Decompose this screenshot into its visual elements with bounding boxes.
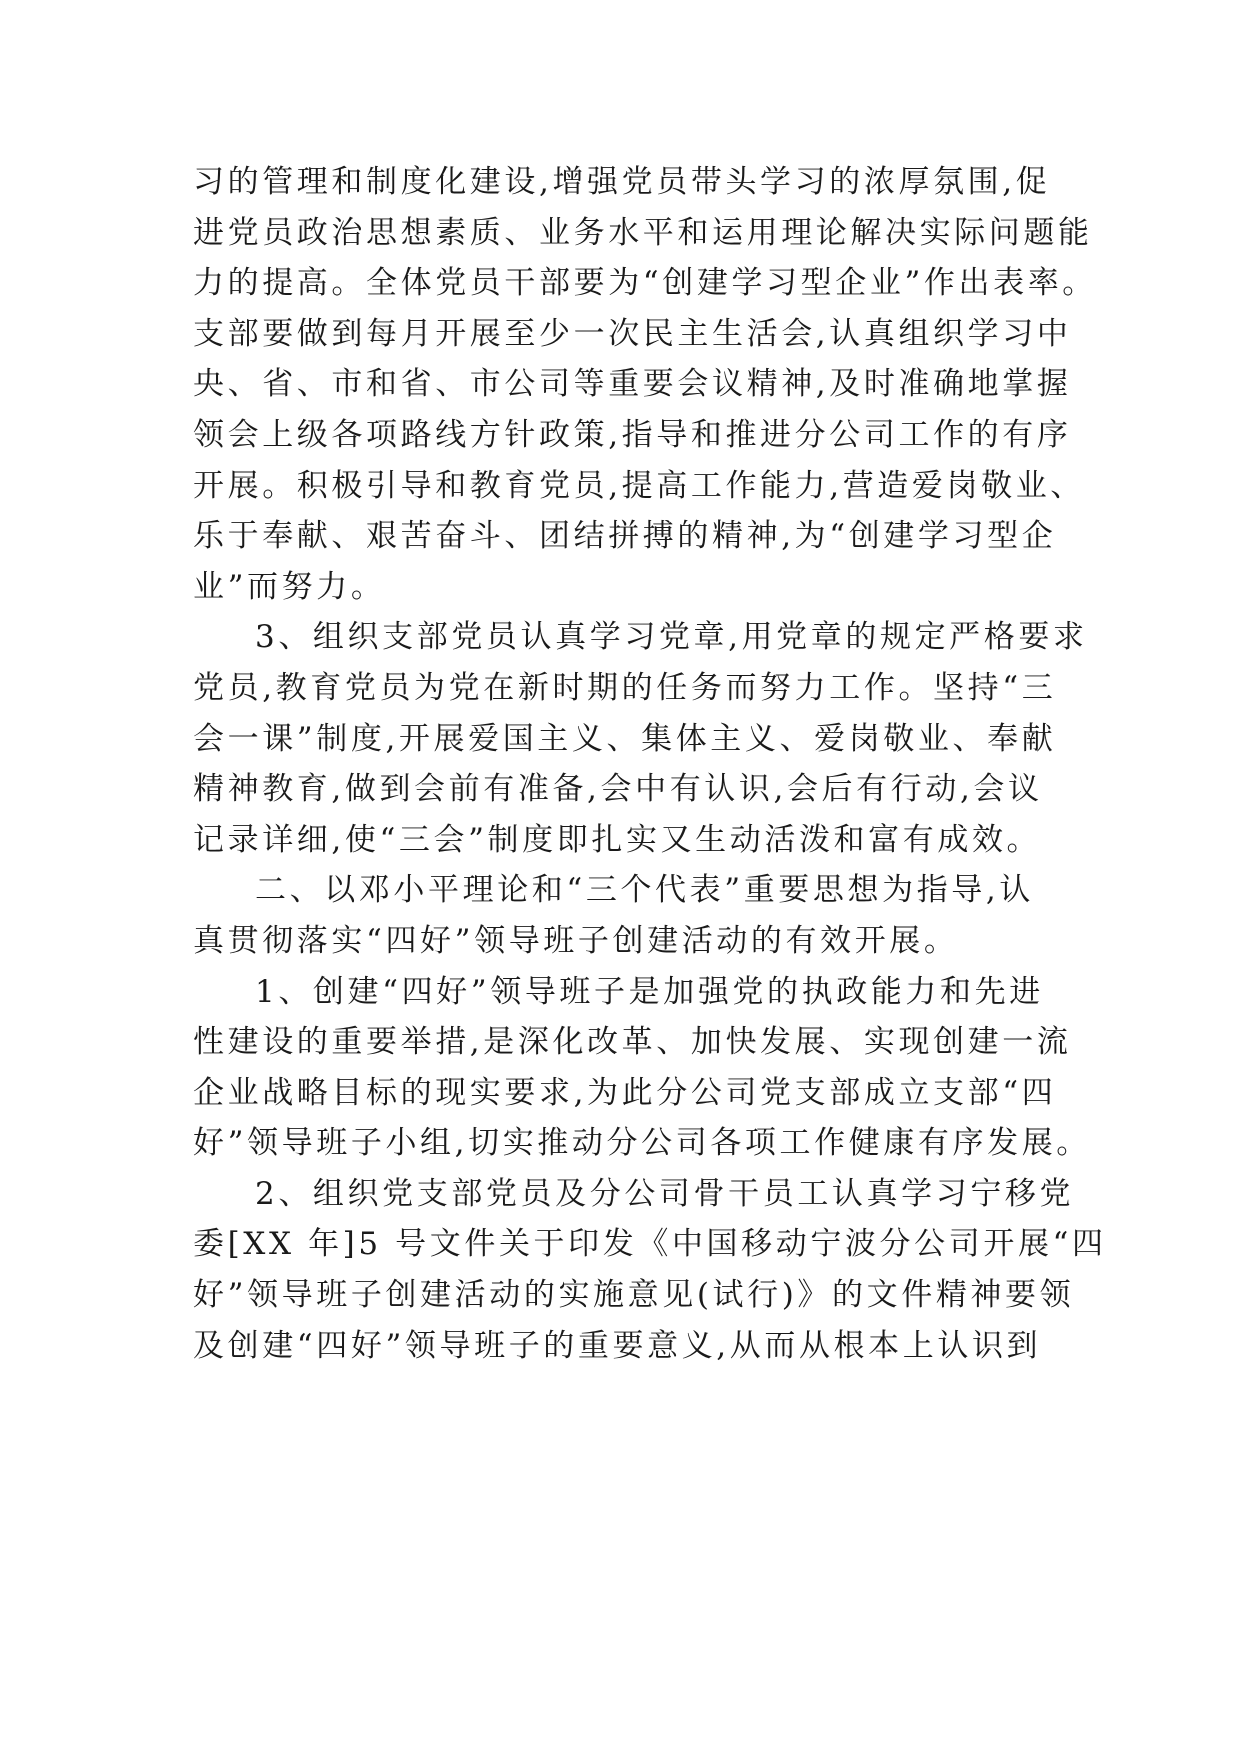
text-line: 党员,教育党员为党在新时期的任务而努力工作。坚持“三 (193, 669, 1057, 706)
text-line: 会一课”制度,开展爱国主义、集体主义、爱岗敬业、奉献 (193, 720, 1057, 757)
text-line: 记录详细,使“三会”制度即扎实又生动活泼和富有成效。 (193, 821, 1042, 858)
text-line: 好”领导班子小组,切实推动分公司各项工作健康有序发展。 (193, 1125, 1091, 1162)
text-line: 支部要做到每月开展至少一次民主生活会,认真组织学习中 (193, 315, 1072, 352)
document-body (193, 157, 1107, 1371)
text-line: 领会上级各项路线方针政策,指导和推进分公司工作的有序 (193, 416, 1072, 453)
text-line: 乐于奉献、艰苦奋斗、团结拼搏的精神,为“创建学习型企 (193, 518, 1057, 555)
text-line: 2、组织党支部党员及分公司骨干员工认真学习宁移党 (255, 1175, 1075, 1212)
text-line: 委[XX 年]5 号文件关于印发《中国移动宁波分公司开展“四 (193, 1226, 1107, 1263)
text-line: 力的提高。全体党员干部要为“创建学习型企业”作出表率。 (193, 265, 1097, 302)
text-line: 习的管理和制度化建设,增强党员带头学习的浓厚氛围,促 (193, 164, 1051, 200)
text-line: 好”领导班子创建活动的实施意见(试行)》的文件精神要领 (193, 1277, 1075, 1314)
text-line: 业”而努力。 (193, 568, 386, 605)
text-line: 二、以邓小平理论和“三个代表”重要思想为指导,认 (255, 872, 1034, 909)
text-line: 企业战略目标的现实要求,为此分公司党支部成立支部“四 (193, 1074, 1057, 1111)
text-line: 1、创建“四好”领导班子是加强党的执政能力和先进 (255, 973, 1044, 1010)
text-line: 3、组织支部党员认真学习党章,用党章的规定严格要求 (255, 619, 1088, 656)
text-line: 性建设的重要举措,是深化改革、加快发展、实现创建一流 (193, 1024, 1072, 1061)
text-line: 真贯彻落实“四好”领导班子创建活动的有效开展。 (193, 922, 959, 959)
text-line: 精神教育,做到会前有准备,会中有认识,会后有行动,会议 (193, 771, 1043, 808)
text-line: 央、省、市和省、市公司等重要会议精神,及时准确地掌握 (193, 366, 1072, 403)
text-line: 进党员政治思想素质、业务水平和运用理论解决实际问题能 (193, 214, 1093, 251)
text-line: 开展。积极引导和教育党员,提高工作能力,营造爱岗敬业、 (193, 467, 1085, 504)
text-line: 及创建“四好”领导班子的重要意义,从而从根本上认识到 (193, 1327, 1042, 1364)
